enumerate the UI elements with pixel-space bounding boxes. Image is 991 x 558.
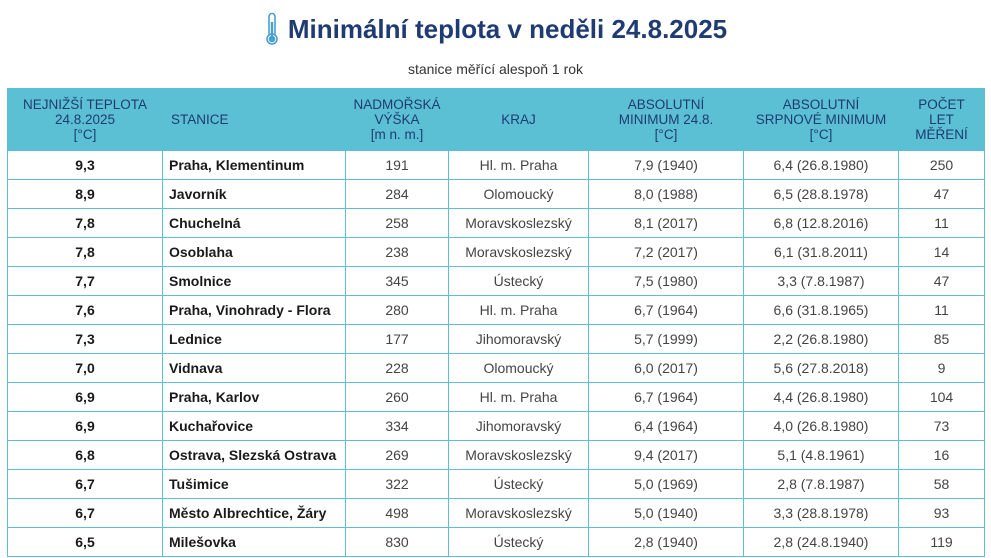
cell-station: Kuchařovice	[163, 412, 346, 441]
cell-abs-min-day: 6,7 (1964)	[589, 296, 744, 325]
cell-altitude: 191	[346, 151, 449, 180]
cell-region: Olomoucký	[449, 180, 589, 209]
cell-station: Tušimice	[163, 470, 346, 499]
header-line: POČET	[918, 96, 965, 112]
cell-region: Ústecký	[449, 470, 589, 499]
header-line: KRAJ	[501, 111, 536, 127]
cell-years: 11	[899, 296, 985, 325]
table-row	[8, 180, 985, 209]
table-row	[8, 151, 985, 180]
cell-temperature: 7,8	[8, 238, 163, 267]
cell-abs-min-august: 2,2 (26.8.1980)	[744, 325, 899, 354]
cell-abs-min-august: 6,5 (28.8.1978)	[744, 180, 899, 209]
cell-station: Lednice	[163, 325, 346, 354]
cell-abs-min-day: 8,0 (1988)	[589, 180, 744, 209]
cell-temperature: 6,8	[8, 441, 163, 470]
header-altitude	[346, 88, 449, 151]
cell-region: Jihomoravský	[449, 412, 589, 441]
cell-temperature: 6,7	[8, 499, 163, 528]
cell-altitude: 498	[346, 499, 449, 528]
cell-abs-min-day: 6,7 (1964)	[589, 383, 744, 412]
title-row	[0, 12, 991, 46]
table-row	[8, 354, 985, 383]
cell-temperature: 7,6	[8, 296, 163, 325]
table-row	[8, 209, 985, 238]
header-line: MĚŘENÍ	[915, 126, 968, 142]
table-row	[8, 470, 985, 499]
header-line: STANICE	[171, 111, 229, 127]
table-row	[8, 267, 985, 296]
header-line: [°C]	[654, 126, 678, 142]
header-abs-min-day	[589, 88, 744, 151]
page-subtitle: stanice měřící alespoň 1 rok	[407, 61, 584, 77]
cell-abs-min-august: 5,6 (27.8.2018)	[744, 354, 899, 383]
cell-temperature: 7,3	[8, 325, 163, 354]
cell-region: Hl. m. Praha	[449, 296, 589, 325]
cell-altitude: 228	[346, 354, 449, 383]
header-lowest-temp	[8, 88, 163, 151]
cell-altitude: 238	[346, 238, 449, 267]
cell-station: Vidnava	[163, 354, 346, 383]
cell-years: 93	[899, 499, 985, 528]
header-line: NEJNIŽŠÍ TEPLOTA	[22, 96, 148, 112]
cell-years: 14	[899, 238, 985, 267]
table-row	[8, 528, 985, 557]
cell-station: Město Albrechtice, Žáry	[163, 499, 346, 528]
cell-station: Milešovka	[163, 528, 346, 557]
cell-altitude: 280	[346, 296, 449, 325]
cell-abs-min-august: 5,1 (4.8.1961)	[744, 441, 899, 470]
cell-abs-min-august: 6,8 (12.8.2016)	[744, 209, 899, 238]
cell-region: Hl. m. Praha	[449, 151, 589, 180]
cell-region: Moravskoslezský	[449, 238, 589, 267]
cell-abs-min-august: 2,8 (7.8.1987)	[744, 470, 899, 499]
cell-abs-min-august: 2,8 (24.8.1940)	[744, 528, 899, 557]
cell-altitude: 284	[346, 180, 449, 209]
cell-altitude: 258	[346, 209, 449, 238]
cell-abs-min-august: 3,3 (28.8.1978)	[744, 499, 899, 528]
cell-region: Olomoucký	[449, 354, 589, 383]
cell-abs-min-august: 4,0 (26.8.1980)	[744, 412, 899, 441]
cell-years: 16	[899, 441, 985, 470]
cell-station: Ostrava, Slezská Ostrava	[163, 441, 346, 470]
cell-years: 11	[899, 209, 985, 238]
cell-years: 47	[899, 180, 985, 209]
cell-region: Moravskoslezský	[449, 441, 589, 470]
table-header-row	[8, 88, 985, 151]
cell-region: Moravskoslezský	[449, 499, 589, 528]
header-line: [m n. m.]	[370, 126, 424, 142]
cell-years: 104	[899, 383, 985, 412]
cell-altitude: 334	[346, 412, 449, 441]
cell-abs-min-day: 7,5 (1980)	[589, 267, 744, 296]
temperature-table	[7, 88, 985, 557]
cell-altitude: 260	[346, 383, 449, 412]
cell-abs-min-august: 3,3 (7.8.1987)	[744, 267, 899, 296]
cell-years: 58	[899, 470, 985, 499]
cell-region: Moravskoslezský	[449, 209, 589, 238]
header-region	[449, 88, 589, 151]
cell-temperature: 9,3	[8, 151, 163, 180]
table-row	[8, 499, 985, 528]
table-row	[8, 383, 985, 412]
cell-station: Praha, Vinohrady - Flora	[163, 296, 346, 325]
cell-station: Praha, Karlov	[163, 383, 346, 412]
cell-years: 250	[899, 151, 985, 180]
header-line: 24.8.2025	[54, 111, 116, 127]
cell-altitude: 830	[346, 528, 449, 557]
cell-altitude: 322	[346, 470, 449, 499]
cell-station: Praha, Klementinum	[163, 151, 346, 180]
cell-region: Hl. m. Praha	[449, 383, 589, 412]
cell-temperature: 6,7	[8, 470, 163, 499]
header-line: VÝŠKA	[374, 111, 420, 127]
cell-abs-min-day: 8,1 (2017)	[589, 209, 744, 238]
header-years	[899, 88, 985, 151]
cell-region: Ústecký	[449, 528, 589, 557]
header-line: MINIMUM 24.8.	[618, 111, 714, 127]
table-body	[8, 151, 985, 557]
table-row	[8, 325, 985, 354]
table-container	[7, 88, 984, 557]
cell-years: 9	[899, 354, 985, 383]
cell-abs-min-day: 5,7 (1999)	[589, 325, 744, 354]
cell-temperature: 7,0	[8, 354, 163, 383]
cell-years: 47	[899, 267, 985, 296]
table-row	[8, 238, 985, 267]
cell-abs-min-day: 5,0 (1940)	[589, 499, 744, 528]
cell-abs-min-day: 6,0 (2017)	[589, 354, 744, 383]
cell-temperature: 7,7	[8, 267, 163, 296]
cell-abs-min-august: 4,4 (26.8.1980)	[744, 383, 899, 412]
cell-temperature: 6,9	[8, 412, 163, 441]
cell-temperature: 6,5	[8, 528, 163, 557]
header-line: ABSOLUTNÍ	[782, 96, 860, 112]
header-line: [°C]	[809, 126, 833, 142]
header-abs-min-august	[744, 88, 899, 151]
cell-abs-min-day: 2,8 (1940)	[589, 528, 744, 557]
cell-altitude: 177	[346, 325, 449, 354]
cell-abs-min-day: 9,4 (2017)	[589, 441, 744, 470]
cell-altitude: 269	[346, 441, 449, 470]
header-line: [°C]	[73, 126, 97, 142]
table-row	[8, 412, 985, 441]
cell-abs-min-august: 6,6 (31.8.1965)	[744, 296, 899, 325]
cell-abs-min-august: 6,1 (31.8.2011)	[744, 238, 899, 267]
cell-station: Chuchelná	[163, 209, 346, 238]
cell-abs-min-day: 6,4 (1964)	[589, 412, 744, 441]
table-row	[8, 296, 985, 325]
thermometer-icon	[264, 12, 280, 46]
header-line: NADMOŘSKÁ	[353, 96, 441, 112]
table-row	[8, 441, 985, 470]
header-line: LET	[929, 111, 954, 127]
cell-station: Osoblaha	[163, 238, 346, 267]
cell-temperature: 7,8	[8, 209, 163, 238]
header-line: SRPNOVÉ MINIMUM	[755, 111, 887, 127]
cell-temperature: 8,9	[8, 180, 163, 209]
cell-temperature: 6,9	[8, 383, 163, 412]
cell-abs-min-day: 5,0 (1969)	[589, 470, 744, 499]
cell-abs-min-day: 7,9 (1940)	[589, 151, 744, 180]
cell-region: Jihomoravský	[449, 325, 589, 354]
header-station	[163, 88, 346, 151]
cell-years: 85	[899, 325, 985, 354]
page-title: Minimální teplota v neděli 24.8.2025	[287, 13, 728, 44]
cell-altitude: 345	[346, 267, 449, 296]
cell-years: 119	[899, 528, 985, 557]
cell-abs-min-day: 7,2 (2017)	[589, 238, 744, 267]
cell-region: Ústecký	[449, 267, 589, 296]
cell-abs-min-august: 6,4 (26.8.1980)	[744, 151, 899, 180]
cell-station: Smolnice	[163, 267, 346, 296]
cell-years: 73	[899, 412, 985, 441]
header-line: ABSOLUTNÍ	[627, 96, 705, 112]
cell-station: Javorník	[163, 180, 346, 209]
